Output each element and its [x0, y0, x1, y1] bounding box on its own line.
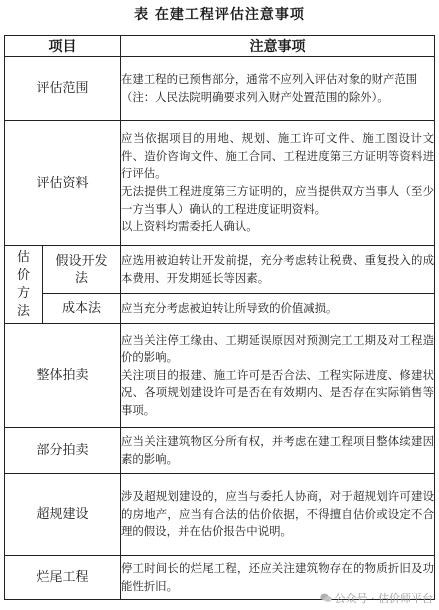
header-item: 项目	[5, 36, 121, 57]
row-label-over-plan: 超规建设	[5, 474, 121, 556]
note-line: 应当依据项目的用地、规划、施工许可文件、施工图设计文件、造价咨询文件、施工合同、工程进度第三方证明等资料进行评估。	[121, 131, 434, 181]
method-group-label: 估价方法	[16, 249, 30, 319]
row-label-unfinished: 烂尾工程	[5, 556, 121, 600]
table-row	[5, 324, 435, 428]
note-line: 应当关注停工缘由、工期延误原因对预测完工工期及对工程造价的影响。	[121, 332, 434, 365]
row-note-whole-auction	[121, 324, 435, 428]
watermark	[320, 590, 434, 606]
note-line: 停工时间长的烂尾工程，还应关注建筑物存在的物质折旧及功能性折旧。	[121, 560, 434, 593]
row-label-hypothetical: 假设开发法	[43, 246, 121, 294]
header-note: 注意事项	[121, 36, 435, 57]
row-note-over-plan	[121, 474, 435, 556]
row-note-hypothetical	[121, 246, 435, 294]
note-line: 无法提供工程进度第三方证明的，应当提供双方当事人（至少一方当事人）确认的工程进度证明资料。	[121, 184, 434, 216]
table-row	[5, 121, 435, 246]
notes-table	[4, 35, 435, 600]
row-note-cost	[121, 294, 435, 324]
note-line: 以上资料均需委托人确认。	[121, 219, 258, 234]
table-row	[5, 428, 435, 474]
table-row	[5, 474, 435, 556]
note-line: 在建工程的已预售部分，通常不应列入评估对象的财产范围	[121, 71, 418, 86]
note-line: 涉及超规划建设的，应当与委托人协商，对于超规划许可建设的房地产，应当有合法的估价依据，不得擅自估价或设定不合理的假设，并在估价报告中说明。	[121, 489, 434, 539]
wechat-icon	[320, 593, 332, 603]
note-line: （注：人民法院明确要求列入财产处置范围的除外）。	[121, 89, 389, 104]
table-title: 表 在建工程评估注意事项	[134, 7, 305, 23]
table-row	[5, 246, 435, 294]
row-label-methods	[5, 246, 43, 324]
row-label-cost: 成本法	[43, 294, 121, 324]
row-label-whole-auction: 整体拍卖	[5, 324, 121, 428]
row-note-materials	[121, 121, 435, 246]
row-label-materials: 评估资料	[5, 121, 121, 246]
row-label-scope: 评估范围	[5, 57, 121, 121]
watermark-text: 公众号 · 估价师平台	[334, 592, 433, 605]
table-row	[5, 294, 435, 324]
note-line: 应选用被迫转让开发前提，充分考虑转让税费、重复投入的成本费用、开发期延长等因素。	[121, 252, 434, 285]
note-line: 关注项目的报建、施工许可是否合法、工程实际进度、修建状况、各项规划建设许可是否在有效期内、是否存在实际销售等事项。	[121, 367, 434, 417]
note-line: 应当关注建筑物区分所有权，并考虑在建工程项目整体续建因素的影响。	[121, 433, 434, 466]
header-row	[5, 36, 435, 57]
note-line: 应当充分考虑被迫转让所导致的价值减损。	[121, 300, 338, 315]
table-row	[5, 57, 435, 121]
row-note-partial-auction	[121, 428, 435, 474]
row-note-scope	[121, 57, 435, 121]
row-label-partial-auction: 部分拍卖	[5, 428, 121, 474]
